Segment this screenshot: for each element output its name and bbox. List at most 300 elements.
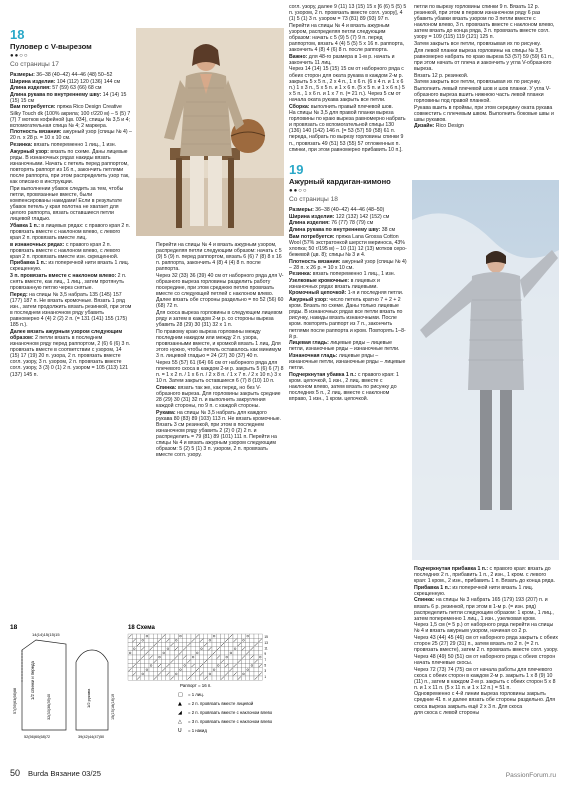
chart-cell — [187, 634, 191, 638]
chart-cell — [233, 651, 237, 655]
chart-cell — [237, 647, 241, 651]
chart-cell — [258, 676, 262, 680]
chart-cell — [246, 638, 250, 642]
chart-row-number: 5 — [264, 663, 267, 668]
paragraph: Размеры: 36–38 (40–42) 44–46 (48–50) — [289, 207, 385, 214]
paragraph: Вязать 12 р. резинкой. — [414, 72, 469, 79]
chart-cell — [128, 672, 132, 676]
paragraph: Изнаночная гладь: лицевые ряды – изнаночные петли, изнаночные ряды – лицевые петли. — [289, 352, 406, 372]
article-18-body — [10, 72, 132, 378]
chart-cell — [178, 634, 182, 638]
model-photo-kimono — [412, 180, 559, 560]
chart-cell — [225, 642, 229, 646]
chart-cell — [254, 647, 258, 651]
chart-cell — [178, 672, 182, 676]
chart-row-number: 3 — [264, 669, 267, 674]
chart-cell — [246, 663, 250, 667]
chart-cell — [128, 663, 132, 667]
chart-cell — [225, 659, 229, 663]
chart-legend — [178, 692, 273, 734]
chart-cell — [254, 672, 258, 676]
chart-cell — [174, 638, 178, 642]
chart-cell — [250, 659, 254, 663]
chart-cell — [246, 642, 250, 646]
paragraph: Убавка 1 п.: в лицевых рядах: с правого края 2 п. провязать вместе с наклоном влево, с левого края 2 п. провязать вместе лиц. — [10, 222, 131, 241]
chart-cell — [174, 668, 178, 672]
chart-cell — [153, 647, 157, 651]
chart-cell — [216, 663, 220, 667]
chart-cell — [162, 642, 166, 646]
chart-cell — [216, 659, 220, 663]
chart-cell — [132, 651, 136, 655]
chart-cell — [145, 676, 149, 680]
article-18-body-4 — [414, 4, 559, 129]
chart-row-number: 15 — [264, 635, 268, 640]
chart-cell — [258, 655, 262, 659]
chart-cell — [170, 663, 174, 667]
body-label: 1/2 спинки и переда — [30, 661, 35, 700]
chart-cell — [220, 634, 224, 638]
paragraph: На спицы № 3,5 для правой планки выреза горловины по краю выреза равномерно набрать и провязать со вспомогательной спицы 130 (136) 140 (142) 146 п. [= 53 (57) 59 (58) 61 п. переда, набрать по вырезу горловины спинки 9 п., провязать 49 (51) 53 (55) 57 отложенных п. спинки, при этом равномерно прибавить 10 п.]. — [289, 110, 406, 153]
chart-cell — [195, 655, 199, 659]
chart-cell — [149, 672, 153, 676]
chart-cell — [241, 676, 245, 680]
chart-cell — [258, 651, 262, 655]
paragraph: Через 48 (49) 50 (51) см от наборного ряда с обеих сторон начать плечевые скосы. — [414, 653, 556, 666]
chart-cell — [220, 655, 224, 659]
chart-cell — [220, 647, 224, 651]
paragraph: Ширина изделия: 104 (112) 120 (136) 144 см — [10, 78, 121, 85]
chart-cell — [204, 663, 208, 667]
paragraph: Перейти на спицы № 4 и вязать ажурным узором, распределяя петли следующим образом: начать с 5 (9) 5 (7) 9 п. перед раппортом, вязать 4 (4) 5 (5) 5 x 16 п. раппорта, закончить 4 (8) 4 (6) 8 п. после раппорта. — [289, 22, 405, 54]
chart-cell — [229, 659, 233, 663]
chart-cell — [216, 638, 220, 642]
legend-symbol: ▲ — [178, 701, 182, 707]
chart-cell — [241, 672, 245, 676]
chart-cell — [153, 638, 157, 642]
paragraph: Затем закрыть все петли, провязывая их по рисунку. — [414, 79, 541, 86]
model-photo-pullover — [136, 28, 284, 236]
chart-cell — [250, 676, 254, 680]
dim-width: 52(56)60(68)72 — [24, 735, 51, 739]
chart-cell — [178, 642, 182, 646]
chart-cell — [225, 647, 229, 651]
chart-cell — [237, 663, 241, 667]
chart-cell — [258, 647, 262, 651]
legend-text: = 1 накид — [188, 728, 207, 733]
paragraph: Одновременно с 4-й линии выреза горловины закрыть средние 41 п. и далее вязать обе стороны раздельно. Для скоса выреза закрыть ещё 2 x 3 п. Для скоса — [414, 691, 556, 710]
legend-symbol: ◢ — [178, 710, 182, 716]
chart-cell — [145, 668, 149, 672]
legend-symbol: U — [178, 728, 182, 734]
paragraph: Ширина изделия: 122 (132) 142 (152) см — [289, 213, 390, 220]
chart-cell — [246, 672, 250, 676]
chart-cell — [174, 642, 178, 646]
paragraph: в изнаночных рядах: с правого края 2 п. провязать вместе с наклоном влево, с левого края 2 п. провязать вместе изн. скрещенной. — [10, 241, 121, 260]
paragraph: Длина изделия: 76 (77) 78 (79) см — [289, 220, 374, 227]
paragraph: Плотность вязания: ажурный узор (спицы № 4) – 28 п. x 26 р. = 10 x 10 см. — [289, 258, 407, 271]
paragraph: Для левой планки выреза горловины на спицы № 3,5 равномерно набрать по краю выреза 53 (57) 59 (59) 61 п., при этом начать от плеча и закончить у угла V-образного выреза. — [414, 47, 554, 72]
paragraph: Выполнить левый плечевой шов и шов планки. У угла V-образного выреза вшить нижнюю часть левой планки горловины под правой планкой. — [414, 85, 551, 104]
chart-cell — [141, 672, 145, 676]
legend-text: = 2 п. провязать вместе с наклоном влево — [188, 710, 273, 715]
chart-cell — [212, 672, 216, 676]
chart-cell — [212, 638, 216, 642]
chart-cell — [216, 651, 220, 655]
chart-cell — [162, 651, 166, 655]
chart-cell — [141, 651, 145, 655]
schematic-drawing — [10, 622, 285, 740]
chart-cell — [216, 642, 220, 646]
chart-cell — [162, 659, 166, 663]
chart-cell — [229, 651, 233, 655]
chart-cell — [145, 647, 149, 651]
chart-cell — [187, 672, 191, 676]
source-page-ref-19: Со страницы 18 — [289, 196, 338, 204]
chart-cell — [246, 676, 250, 680]
legend-text: = 1 лиц. — [188, 692, 204, 697]
chart-cell — [195, 638, 199, 642]
chart-cell — [208, 659, 212, 663]
chart-cell — [149, 663, 153, 667]
chart-cell — [208, 651, 212, 655]
watermark: PassionForum.ru — [505, 772, 556, 779]
chart-cell — [191, 668, 195, 672]
chart-cell — [233, 676, 237, 680]
chart-cell — [136, 638, 140, 642]
chart-cell — [166, 676, 170, 680]
paragraph: согл. узору, далее 9 (11) 13 (15) 15 x [6 (6) 5 (5) 5 п. узором, 2 п. провязать вместе согл. узору], 4 (1) 5 (1) 3 п. узором = 73 (81) 89 (93) 97 п. — [289, 4, 407, 23]
chart-cell — [145, 655, 149, 659]
paragraph: Через 43 (44) 45 (46) см от наборного ряда закрыть с обеих сторон 25 (27) 29 (31) п., затем вязать по 2 п. (= 2 п. провязать вместе), затем 2 п. провязать вместе согл. узору. — [414, 635, 559, 654]
chart-cell — [237, 634, 241, 638]
chart-cell — [195, 651, 199, 655]
chart-cell — [191, 651, 195, 655]
chart-cell — [187, 668, 191, 672]
legend-text: = 3 п. провязать вместе с наклоном влево — [188, 719, 273, 724]
chart-cell — [162, 655, 166, 659]
chart-cell — [220, 668, 224, 672]
chart-cell — [233, 642, 237, 646]
chart-cell — [183, 659, 187, 663]
chart-cell — [149, 659, 153, 663]
chart-cell — [220, 651, 224, 655]
chart-cell — [241, 642, 245, 646]
chart-cell — [136, 672, 140, 676]
chart-cell — [141, 642, 145, 646]
chart-cell — [157, 634, 161, 638]
chart-cell — [195, 672, 199, 676]
paragraph: Дизайн: Rico Design — [414, 123, 464, 130]
article-18-body-3 — [289, 4, 407, 153]
chart-cell — [149, 668, 153, 672]
chart-cell — [149, 634, 153, 638]
legend-symbol: □ — [178, 692, 183, 698]
paragraph: петли по вырезу горловины спинки 9 п. Вязать 12 р. резинкой, при этом в первом изнаночном ряду 6 раз убавить убавки вязать узором по 3 петли вместе с наклоном влево, 3 п. провязать вместе с наклоном влево, затем вязать до конца ряда, 3 п. провязать вместе согл. узору = 109 (115) 119 (121) 125 п. — [414, 4, 555, 41]
chart-cell — [174, 676, 178, 680]
chart-row-number: 11 — [264, 646, 268, 651]
chart-cell — [229, 672, 233, 676]
chart-cell — [157, 659, 161, 663]
chart-cell — [195, 663, 199, 667]
chart-cell — [157, 655, 161, 659]
paragraph: Спинка: на спицы № 3 набрать 165 (179) 193 (207) п. и вязать 6 р. резинкой, при этом в 1-м р. (= изн. ряд) распределить петли следующим образом: 1 кром., 1 лиц., затем попеременно 1 лиц., 1 изн., узелковая кром. — [414, 597, 554, 622]
chart-cell — [153, 634, 157, 638]
chart-cell — [145, 659, 149, 663]
chart-cell — [170, 668, 174, 672]
chart-cell — [241, 638, 245, 642]
chart-row-number: 7 — [264, 657, 267, 662]
chart-cell — [208, 668, 212, 672]
chart-cell — [208, 642, 212, 646]
shoulder-measure: 14(14)15(15)15 — [32, 632, 60, 637]
chart-cell — [237, 655, 241, 659]
chart-cell — [204, 668, 208, 672]
pullover-photo-illustration — [136, 28, 284, 236]
paragraph: Затем закрыть все петли, провязывая их по рисунку. — [414, 41, 541, 48]
article-18-column-3 — [289, 4, 407, 403]
chart-cell — [254, 651, 258, 655]
chart-cell — [250, 642, 254, 646]
chart-cell — [246, 634, 250, 638]
chart-cell — [166, 647, 170, 651]
chart-cell — [233, 647, 237, 651]
chart-cell — [204, 672, 208, 676]
chart-row-number: 9 — [264, 652, 267, 657]
chart-cell — [254, 668, 258, 672]
chart-row-number: 1 — [264, 674, 267, 679]
chart-cell — [199, 634, 203, 638]
chart-cell — [128, 676, 132, 680]
paragraph: Перед: на спицы № 3,5 набрать 135 (145) 157 (177) 187 п. Не вязать кромочные. Вязать 1 ряд изн., затем продолжить вязать резинкой, при этом в последнем изнаночном ряду убавить равномерно 4 (4) 2 (2) 2 п. (= 131 (141) 155 (175) 185 п.). — [10, 291, 132, 329]
chart-cell — [241, 651, 245, 655]
chart-cell — [170, 672, 174, 676]
chart-cell — [233, 668, 237, 672]
chart-cell — [250, 634, 254, 638]
chart-cell — [128, 642, 132, 646]
chart-cell — [220, 638, 224, 642]
chart-cell — [178, 676, 182, 680]
chart-cell — [225, 651, 229, 655]
chart-cell — [178, 659, 182, 663]
paragraph: Длина изделия: 57 (59) 63 (66) 68 см — [10, 85, 102, 92]
chart-cell — [183, 676, 187, 680]
chart-cell — [241, 659, 245, 663]
chart-cell — [149, 642, 153, 646]
chart-cell — [233, 655, 237, 659]
chart-cell — [170, 655, 174, 659]
article-number: 18 — [10, 27, 25, 42]
chart-cell — [166, 634, 170, 638]
chart-cell — [153, 672, 157, 676]
chart-cell — [128, 655, 132, 659]
chart-cell — [136, 668, 140, 672]
chart-cell — [132, 668, 136, 672]
chart-cell — [258, 668, 262, 672]
chart-cell — [141, 634, 145, 638]
chart-cell — [258, 642, 262, 646]
chart-cell — [199, 651, 203, 655]
chart-cell — [149, 651, 153, 655]
chart-cell — [204, 634, 208, 638]
chart-cell — [191, 647, 195, 651]
chart-cell — [136, 634, 140, 638]
paragraph: для скоса с левой стороны — [414, 710, 480, 717]
chart-cell — [132, 634, 136, 638]
chart-cell — [220, 672, 224, 676]
chart-cell — [149, 638, 153, 642]
legend-text: = 2 п. провязать вместе лицевой — [188, 701, 254, 706]
chart-cell — [191, 676, 195, 680]
chart-cell — [183, 642, 187, 646]
chart-cell — [195, 647, 199, 651]
chart-cell — [132, 655, 136, 659]
source-page-ref: Со страницы 17 — [10, 61, 59, 68]
article-number-19: 19 — [289, 162, 304, 178]
chart-cell — [212, 659, 216, 663]
chart-cell — [191, 659, 195, 663]
chart-cell — [250, 663, 254, 667]
chart-title: 18 Схема — [128, 625, 155, 631]
chart-cell — [229, 676, 233, 680]
paragraph: Длина рукава по внутреннему шву: 38 см — [289, 227, 396, 234]
paragraph: Кромочный цепочкой: 1-я и последняя петли. — [289, 290, 404, 297]
paragraph: Через 72 (73) 74 (75) см от начала работы для плечевого скоса с обеих сторон в каждом 2-м р. закрыть 1 x 8 (9) 10 (11) п., затем в каждом 2-м р. закрыть с обеих сторон 5 x 8 п. и 1 x 11 п. (5 x 11 п. и 1 x 12 п.) = 51 п. — [414, 666, 556, 691]
chart-cell — [191, 634, 195, 638]
chart-cell — [174, 672, 178, 676]
chart-cell — [145, 663, 149, 667]
chart-cell — [233, 634, 237, 638]
chart-cell — [145, 638, 149, 642]
chart-cell — [250, 672, 254, 676]
chart-cell — [212, 634, 216, 638]
chart-cell — [157, 668, 161, 672]
chart-cell — [246, 659, 250, 663]
chart-cell — [174, 663, 178, 667]
chart-cell — [199, 676, 203, 680]
chart-cell — [204, 638, 208, 642]
chart-cell — [233, 659, 237, 663]
chart-cell — [225, 634, 229, 638]
chart-cell — [246, 655, 250, 659]
chart-row-number: 13 — [264, 640, 268, 645]
paragraph: Ажурный узор: вязать по схеме. Даны лицевые ряды. В изнаночных рядах накиды вязать изнаночными. Начать с петель перед раппортом, повторять раппорт из 16 п., закончить петлями после раппорта, при этом распределить узор так, как описано в инструкции. — [10, 148, 130, 186]
chart-cell — [204, 651, 208, 655]
paragraph: Перейти на спицы № 4 и вязать ажурным узором, распределяя петли следующим образом: начать с 5 (9) 5 (9) п. перед раппортом, вязать 6 (6) 7 (8) 8 x 16 п. раппорта, закончить 4 (8) 4 (4) 8 п. после раппорта. — [156, 242, 282, 273]
chart-cell — [128, 659, 132, 663]
sleeve-dim: 39(42)44(47)50 — [78, 735, 105, 739]
paragraph: При выполнении убавок следить за тем, чтобы петли, провязанные вместе, были компенсированы накидами! Если в результате убавок петель у края полотна не хватает для целого раппорта, вязать оставшиеся петли лицевой гладью. — [10, 185, 124, 223]
chart-cell — [212, 676, 216, 680]
chart-cell — [241, 663, 245, 667]
chart-cell — [187, 651, 191, 655]
chart-cell — [170, 634, 174, 638]
chart-cell — [170, 651, 174, 655]
paragraph: Сборка: выполнить правый плечевой шов. — [289, 103, 393, 110]
chart-cell — [237, 638, 241, 642]
knitting-chart-grid — [128, 634, 268, 680]
paragraph: Через 1,5 см (= 5 р.) от наборного ряда перейти на спицы № 4 и вязать ажурным узором, начиная со 2 р. — [414, 622, 554, 635]
chart-cell — [254, 634, 258, 638]
chart-cell — [229, 647, 233, 651]
chart-cell — [128, 647, 132, 651]
paragraph: Прибавка 1 п.: из поперечной нити вязать 1 лиц. скрещенную. — [10, 260, 130, 273]
chart-cell — [162, 638, 166, 642]
chart-cell — [153, 668, 157, 672]
chart-cell — [229, 655, 233, 659]
chart-cell — [208, 676, 212, 680]
schematic-label-18: 18 — [10, 624, 18, 631]
chart-cell — [195, 659, 199, 663]
article-18-column — [10, 28, 132, 378]
article-19-body — [289, 207, 407, 402]
chart-cell — [187, 655, 191, 659]
chart-cell — [208, 638, 212, 642]
chart-cell — [187, 663, 191, 667]
kimono-photo-illustration — [412, 180, 559, 560]
paragraph: Подчеркнутая прибавка 1 п.: с правого края: вязать до последних 2 п., прибавить 1 п., 2 изн., 1 кром. с левого края: 1 кром., 2 изн., прибавить 1 п. Вязать до конца ряда. — [414, 566, 555, 585]
paragraph: Ажурный узор: число петель кратно 7 + 2 + 2 кром. Вязать по схеме. Даны только лицевые ряды. В изнаночных рядах все петли вязать по рисунку, накиды вязать изнаночными. После кром. повторять раппорт из 7 п., закончить петлями после раппорта и кром. Повторять 1–8-й р. — [289, 297, 406, 340]
chart-cell — [237, 668, 241, 672]
chart-cell — [250, 638, 254, 642]
chart-cell — [212, 647, 216, 651]
chart-cell — [178, 655, 182, 659]
chart-cell — [195, 642, 199, 646]
chart-cell — [199, 655, 203, 659]
paragraph: Через 32 (33) 36 (39) 40 см от наборного ряда для V-образного выреза горловины разделить работу посередине, при этом среднюю петлю провязать вместе со следующей петлей с наклоном влево. Далее вязать обе стороны раздельно = по 52 (56) 60 (68) 72 п. — [156, 272, 284, 310]
sleeve-dim-height: 15(15)18(18)19 — [111, 693, 115, 720]
chart-cell — [170, 647, 174, 651]
paragraph: Плотность вязания: ажурный узор (спицы № 4) – 20 п. x 28 р. = 10 x 10 см. — [10, 129, 132, 142]
paragraph: Через 14 (14) 15 (15) 15 см от наборного ряда с обеих сторон для оката рукава в каждом 2-м р. закрыть 5 x 5 п., 2 x 4 п., 1 x 6 п. (6 x 4 п. и 1 x 6 п.) 1 x 3 п., 5 x 5 п. и 1 x 6 п. (5 x 5 п. и 1 x 6 п.) 5 x 5 п., 1 x 6 п. и 1 x 7 п. (= 21 п.). Через 5 см от начала оката рукава закрыть все петли. — [289, 66, 405, 103]
chart-cell — [136, 651, 140, 655]
pattern-schematic — [10, 622, 285, 740]
paragraph: Важно: для 48-го размера в 1-м р. начать и закончить 11 лиц. — [289, 53, 395, 66]
paragraph: Резинка: вязать попеременно 1 лиц., 1 изн. — [10, 142, 117, 149]
chart-cell — [208, 634, 212, 638]
paragraph: Узелковые кромочные: в лицевых и изнаночных рядах вязать лицевыми. — [289, 277, 380, 290]
chart-cell — [166, 668, 170, 672]
chart-cell — [157, 647, 161, 651]
paragraph: Прибавка 1 п.: из поперечной нити вязать 1 лиц. скрещенную. — [414, 584, 534, 597]
chart-cell — [145, 642, 149, 646]
chart-cell — [170, 638, 174, 642]
chart-cell — [141, 659, 145, 663]
article-title: Пуловер с V-вырезом — [10, 42, 92, 51]
chart-cell — [145, 634, 149, 638]
page-footer — [10, 762, 556, 782]
chart-cell — [183, 634, 187, 638]
chart-cell — [237, 651, 241, 655]
chart-cell — [174, 634, 178, 638]
chart-cell — [178, 647, 182, 651]
paragraph: Вам потребуется: пряжа Rico Design Creative Silky Touch dk (100% акрила; 100 г/220 м) – 5 (5) 7 (7) 7 мотков кофейной (цв. 034), спицы № 3,5 и 4; вспомогательная спица № 4; 2 маркера. — [10, 104, 131, 129]
chart-cell — [246, 647, 250, 651]
chart-cell — [174, 659, 178, 663]
chart-cell — [128, 638, 132, 642]
chart-cell — [199, 668, 203, 672]
chart-cell — [199, 642, 203, 646]
legend-symbol: △ — [178, 719, 182, 725]
chart-cell — [183, 651, 187, 655]
paragraph: Далее вязать ажурным узором следующим образом: 2 петли вязать в последнем изнаночном ряду перед раппортом, 2 (6) 6 (6) 3 п. провязать вместе в соответствии с узором, 14 (15) 17 (19) 20 п. узора, 2 п. провязать вместе согл. узору, 3 п. узором, 2 п. провязать вместе согл. узору, 3 (3) 0 (1) 2 п. узором = 105 (113) 121 (137) 145 п. — [10, 328, 131, 378]
chart-cell — [246, 668, 250, 672]
chart-cell — [141, 676, 145, 680]
chart-cell — [199, 647, 203, 651]
chart-cell — [212, 663, 216, 667]
paragraph: Вам потребуется: пряжа Lana Grossa Cotton Wool (57% экстратонкой шерсти мериноса, 43% хлопка; 50 г/195 м) – 10 (11) 12 (13) мотков серо-бежевой (цв. 8); спицы № 3 и 4. — [289, 233, 407, 258]
chart-cell — [254, 663, 258, 667]
